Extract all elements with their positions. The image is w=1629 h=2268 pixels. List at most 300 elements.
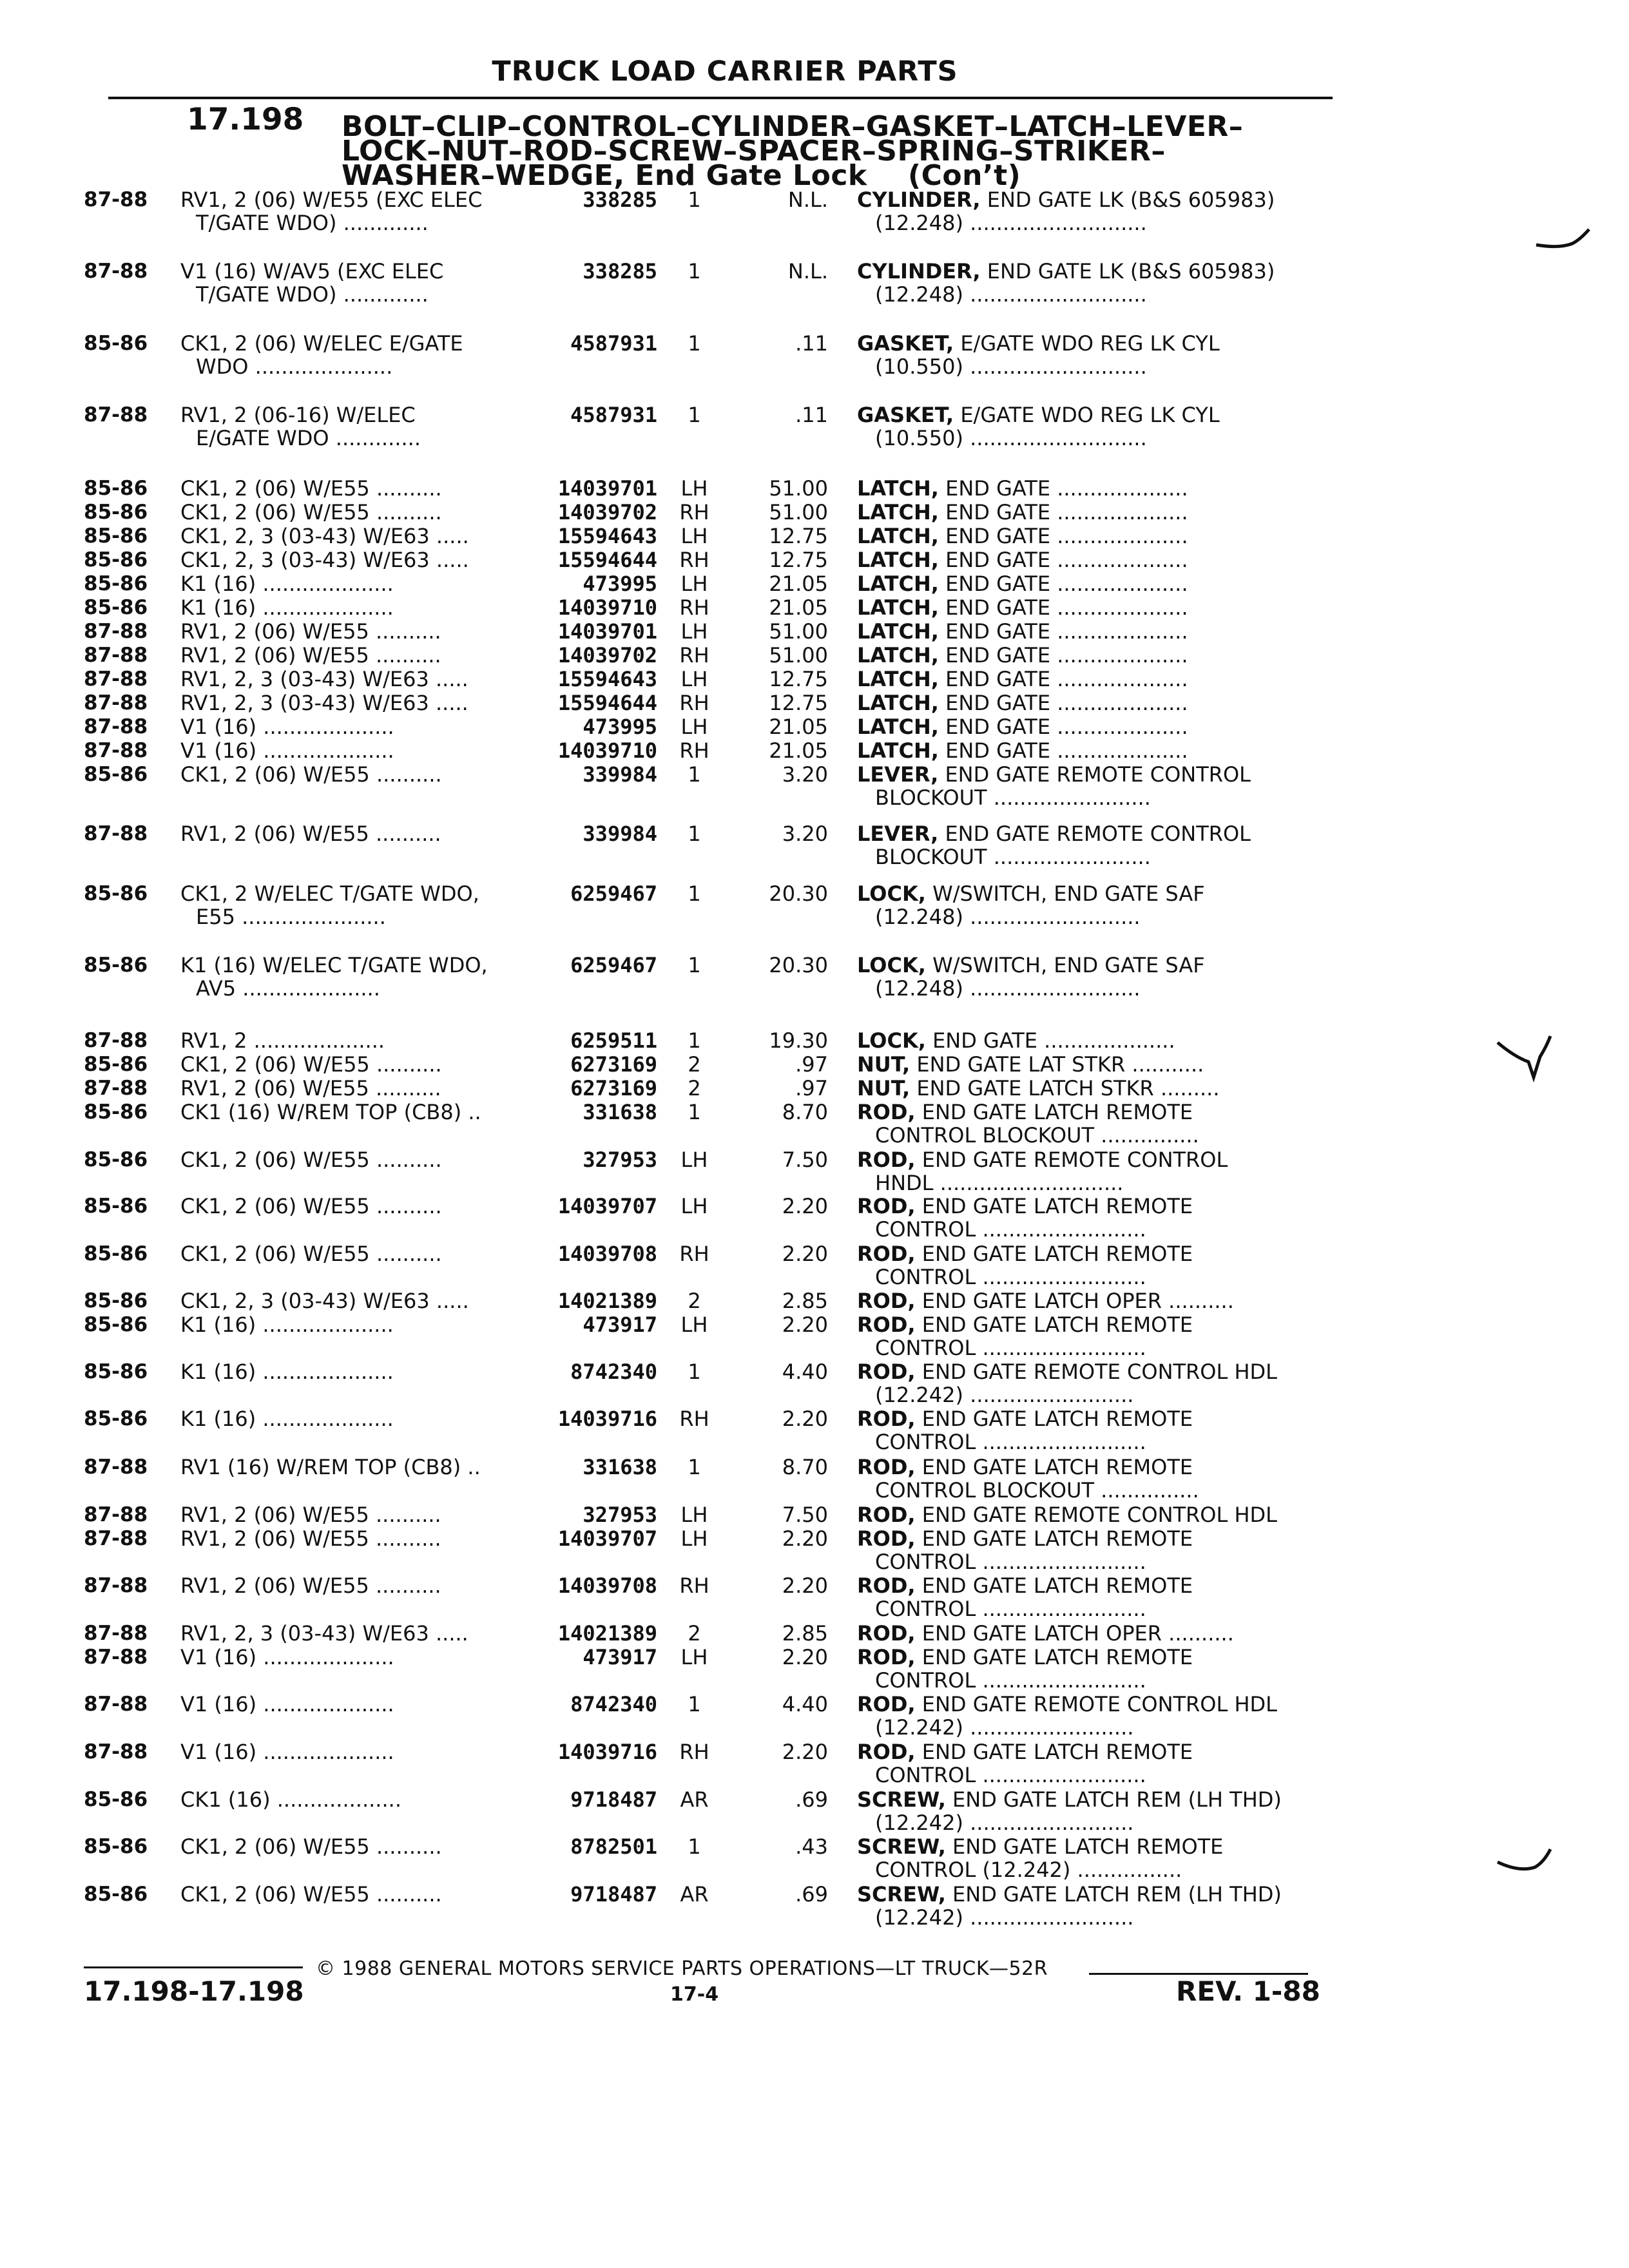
description-text: END GATE LATCH REMOTE — [921, 1574, 1193, 1597]
quantity: 2 — [688, 1076, 701, 1100]
model-line-1: K1 (16) .................... — [180, 1360, 394, 1383]
model-years: 87-88 — [84, 739, 148, 762]
price: 8.70 — [782, 1455, 828, 1479]
price: .11 — [795, 403, 828, 427]
description-line-2: CONTROL ......................... — [875, 1218, 1146, 1241]
description-line-1 — [857, 1313, 1327, 1336]
model-years: 87-88 — [84, 1503, 148, 1526]
model-years: 87-88 — [84, 1029, 148, 1052]
model-application — [180, 1148, 554, 1171]
description-text: END GATE LAT STKR ........... — [916, 1053, 1204, 1076]
model-years: 87-88 — [84, 644, 148, 667]
model-years: 87-88 — [84, 715, 148, 738]
part-description — [857, 882, 1327, 928]
footer-page-number: 17-4 — [670, 1983, 719, 2006]
model-application — [180, 1646, 554, 1669]
price: N.L. — [787, 187, 828, 212]
quantity: 1 — [688, 259, 701, 284]
description-line-1 — [857, 822, 1327, 845]
price: 2.20 — [782, 1740, 828, 1764]
part-name: ROD, — [857, 1503, 916, 1526]
description-text: END GATE REMOTE CONTROL — [921, 1148, 1228, 1171]
part-description — [857, 1100, 1327, 1147]
part-description — [857, 954, 1327, 1000]
description-line-1 — [857, 1077, 1327, 1100]
part-description — [857, 1029, 1327, 1052]
model-line-1: K1 (16) .................... — [180, 596, 394, 619]
model-application — [180, 1693, 554, 1716]
part-number: 15594644 — [557, 691, 657, 715]
description-line-2: CONTROL ......................... — [875, 1336, 1146, 1360]
part-description — [857, 572, 1327, 595]
description-text: END GATE LATCH REM (LH THD) — [952, 1788, 1282, 1811]
part-number: 4587931 — [570, 331, 657, 356]
price: 12.75 — [769, 667, 828, 691]
description-line-2: CONTROL ......................... — [875, 1550, 1146, 1573]
description-line-1 — [857, 1289, 1327, 1312]
part-description — [857, 1788, 1327, 1834]
quantity: RH — [679, 1573, 709, 1598]
description-line-1 — [857, 1503, 1327, 1526]
model-line-1: RV1, 2 .................... — [180, 1029, 385, 1052]
model-years: 85-86 — [84, 1100, 148, 1124]
part-number: 8742340 — [570, 1692, 657, 1716]
section-number: 17.198 — [187, 102, 304, 137]
part-name: ROD, — [857, 1195, 916, 1218]
price: 4.40 — [782, 1692, 828, 1716]
price: 2.20 — [782, 1645, 828, 1669]
part-name: LATCH, — [857, 739, 939, 762]
part-name: LOCK, — [857, 954, 926, 977]
part-name: ROD, — [857, 1740, 916, 1763]
model-years: 85-86 — [84, 1242, 148, 1265]
part-name: LATCH, — [857, 524, 939, 548]
description-text: END GATE .................... — [945, 620, 1188, 643]
model-years: 85-86 — [84, 1360, 148, 1383]
part-description — [857, 596, 1327, 619]
price: 2.85 — [782, 1621, 828, 1646]
part-description — [857, 1195, 1327, 1241]
quantity: 1 — [688, 331, 701, 356]
part-number: 331638 — [583, 1455, 657, 1479]
price: 20.30 — [769, 953, 828, 977]
description-text: END GATE .................... — [945, 477, 1188, 500]
price: 12.75 — [769, 548, 828, 572]
description-line-1 — [857, 1242, 1327, 1265]
description-text: END GATE .................... — [945, 644, 1188, 667]
part-name: ROD, — [857, 1100, 916, 1124]
quantity: 1 — [688, 1360, 701, 1384]
model-years: 87-88 — [84, 668, 148, 691]
description-line-1 — [857, 188, 1327, 211]
model-application — [180, 572, 554, 595]
quantity: LH — [680, 1526, 708, 1551]
description-line-2: CONTROL (12.242) ................ — [875, 1858, 1182, 1881]
model-application — [180, 1835, 554, 1858]
part-name: ROD, — [857, 1527, 916, 1550]
part-number: 6259467 — [570, 881, 657, 906]
quantity: AR — [680, 1882, 709, 1907]
quantity: RH — [679, 500, 709, 524]
model-years: 87-88 — [84, 1456, 148, 1479]
model-line-1: V1 (16) W/AV5 (EXC ELEC — [180, 260, 444, 283]
description-line-2: CONTROL BLOCKOUT ............... — [875, 1479, 1199, 1502]
quantity: 1 — [688, 822, 701, 846]
model-application — [180, 548, 554, 572]
quantity: 1 — [688, 187, 701, 212]
part-number: 15594643 — [557, 667, 657, 691]
part-number: 473917 — [583, 1645, 657, 1669]
model-years: 87-88 — [84, 1077, 148, 1100]
quantity: RH — [679, 643, 709, 668]
model-application — [180, 1503, 554, 1526]
part-name: ROD, — [857, 1646, 916, 1669]
quantity: 1 — [688, 1692, 701, 1716]
description-text: END GATE LATCH OPER .......... — [921, 1289, 1234, 1312]
description-line-1 — [857, 882, 1327, 905]
part-name: ROD, — [857, 1148, 916, 1171]
quantity: RH — [679, 548, 709, 572]
part-name: LATCH, — [857, 620, 939, 643]
part-number: 9718487 — [570, 1882, 657, 1907]
part-number: 14039701 — [557, 476, 657, 501]
model-line-1: RV1, 2, 3 (03-43) W/E63 ..... — [180, 691, 468, 715]
description-line-1 — [857, 715, 1327, 738]
part-name: ROD, — [857, 1574, 916, 1597]
model-years: 87-88 — [84, 691, 148, 715]
part-name: LATCH, — [857, 548, 939, 572]
part-description — [857, 1883, 1327, 1929]
quantity: LH — [680, 1503, 708, 1527]
model-years: 87-88 — [84, 260, 148, 283]
model-line-1: K1 (16) .................... — [180, 1313, 394, 1336]
description-line-1 — [857, 501, 1327, 524]
description-text: END GATE .................... — [945, 691, 1188, 715]
model-application — [180, 1740, 554, 1763]
description-line-2: (12.242) ......................... — [875, 1906, 1134, 1929]
footer-section-range: 17.198-17.198 — [84, 1975, 304, 2007]
part-number: 473995 — [583, 715, 657, 739]
part-description — [857, 1456, 1327, 1502]
description-line-1 — [857, 739, 1327, 762]
part-number: 15594643 — [557, 524, 657, 548]
quantity: RH — [679, 595, 709, 620]
part-name: SCREW, — [857, 1883, 946, 1906]
model-line-1: RV1, 2, 3 (03-43) W/E63 ..... — [180, 1622, 468, 1645]
description-line-2: (12.248) .......................... — [875, 905, 1141, 928]
model-application — [180, 1360, 554, 1383]
part-name: ROD, — [857, 1289, 916, 1312]
section-heading — [342, 110, 1398, 192]
description-text: END GATE .................... — [945, 668, 1188, 691]
description-line-1 — [857, 954, 1327, 977]
description-text: END GATE LATCH REM (LH THD) — [952, 1883, 1282, 1906]
model-years: 85-86 — [84, 1883, 148, 1906]
part-description — [857, 1360, 1327, 1407]
model-line-1: RV1 (16) W/REM TOP (CB8) .. — [180, 1456, 481, 1479]
model-line-1: K1 (16) .................... — [180, 572, 394, 595]
model-line-1: RV1, 2 (06) W/E55 .......... — [180, 1574, 441, 1597]
model-line-1: RV1, 2 (06-16) W/ELEC — [180, 403, 416, 427]
price: 21.05 — [769, 715, 828, 739]
part-number: 14021389 — [557, 1621, 657, 1646]
part-description — [857, 1527, 1327, 1573]
part-number: 473917 — [583, 1312, 657, 1337]
quantity: 1 — [688, 881, 701, 906]
part-name: LATCH, — [857, 501, 939, 524]
part-number: 14039701 — [557, 619, 657, 644]
quantity: 1 — [688, 403, 701, 427]
description-line-2: (10.550) ........................... — [875, 427, 1147, 450]
price: 8.70 — [782, 1100, 828, 1124]
section-heading-line-1: BOLT–CLIP–CONTROL–CYLINDER–GASKET–LATCH–LEVER– — [342, 110, 1244, 143]
model-line-1: RV1, 2 (06) W/E55 (EXC ELEC — [180, 188, 483, 211]
description-text: END GATE REMOTE CONTROL HDL — [921, 1503, 1277, 1526]
model-application — [180, 1456, 554, 1479]
part-name: CYLINDER, — [857, 260, 981, 283]
model-application — [180, 596, 554, 619]
description-line-1 — [857, 1693, 1327, 1716]
model-years: 87-88 — [84, 403, 148, 427]
model-line-1: V1 (16) .................... — [180, 1646, 394, 1669]
part-number: 14039716 — [557, 1740, 657, 1764]
price: 21.05 — [769, 572, 828, 596]
part-description — [857, 739, 1327, 762]
part-number: 14021389 — [557, 1289, 657, 1313]
price: .69 — [795, 1882, 828, 1907]
description-text: END GATE LATCH REMOTE — [921, 1195, 1193, 1218]
part-number: 14039702 — [557, 643, 657, 668]
part-name: NUT, — [857, 1077, 911, 1100]
model-years: 85-86 — [84, 1313, 148, 1336]
model-line-1: RV1, 2 (06) W/E55 .......... — [180, 1503, 441, 1526]
model-line-1: V1 (16) .................... — [180, 1740, 394, 1763]
quantity: 1 — [688, 953, 701, 977]
model-years: 85-86 — [84, 548, 148, 572]
quantity: 1 — [688, 1834, 701, 1859]
model-years: 85-86 — [84, 1195, 148, 1218]
part-description — [857, 1693, 1327, 1739]
description-text: END GATE REMOTE CONTROL HDL — [921, 1360, 1277, 1383]
model-line-2: T/GATE WDO) ............. — [196, 211, 429, 235]
description-line-1 — [857, 1100, 1327, 1124]
model-line-1: RV1, 2 (06) W/E55 .......... — [180, 644, 441, 667]
price: 51.00 — [769, 619, 828, 644]
description-text: END GATE LATCH REMOTE — [921, 1242, 1193, 1265]
part-number: 14039702 — [557, 500, 657, 524]
footer-rule-right — [1089, 1973, 1308, 1975]
model-application — [180, 524, 554, 548]
part-description — [857, 644, 1327, 667]
part-description — [857, 1077, 1327, 1100]
description-text: END GATE .................... — [945, 501, 1188, 524]
part-description — [857, 763, 1327, 809]
check-mark-icon — [1495, 1031, 1553, 1082]
description-text: E/GATE WDO REG LK CYL — [960, 403, 1220, 427]
description-line-1 — [857, 644, 1327, 667]
check-mark-icon — [1495, 1843, 1553, 1881]
part-description — [857, 548, 1327, 572]
description-line-2: (12.242) ......................... — [875, 1811, 1134, 1834]
model-line-1: CK1, 2 (06) W/E55 .......... — [180, 477, 442, 500]
description-line-1 — [857, 572, 1327, 595]
model-years: 87-88 — [84, 822, 148, 845]
description-line-2: CONTROL BLOCKOUT ............... — [875, 1124, 1199, 1147]
model-application — [180, 644, 554, 667]
model-line-2: E/GATE WDO ............. — [196, 427, 421, 450]
model-line-1: CK1, 2 (06) W/E55 .......... — [180, 1242, 442, 1265]
description-text: END GATE .................... — [945, 524, 1188, 548]
part-description — [857, 260, 1327, 306]
part-name: GASKET, — [857, 403, 954, 427]
quantity: 2 — [688, 1052, 701, 1077]
price: 2.20 — [782, 1407, 828, 1431]
price: .97 — [795, 1076, 828, 1100]
quantity: RH — [679, 691, 709, 715]
description-text: E/GATE WDO REG LK CYL — [960, 332, 1220, 355]
part-name: LATCH, — [857, 644, 939, 667]
model-application — [180, 1195, 554, 1218]
part-description — [857, 1289, 1327, 1312]
model-application — [180, 1883, 554, 1906]
model-years: 85-86 — [84, 572, 148, 595]
model-application — [180, 1053, 554, 1076]
part-description — [857, 620, 1327, 643]
description-line-1 — [857, 1622, 1327, 1645]
quantity: RH — [679, 1242, 709, 1266]
description-line-1 — [857, 1646, 1327, 1669]
description-line-2: (12.248) .......................... — [875, 977, 1141, 1000]
model-years: 85-86 — [84, 763, 148, 786]
description-line-1 — [857, 1740, 1327, 1763]
description-line-1 — [857, 1574, 1327, 1597]
price: .43 — [795, 1834, 828, 1859]
description-line-1 — [857, 596, 1327, 619]
description-text: END GATE LATCH REMOTE — [921, 1456, 1193, 1479]
part-description — [857, 524, 1327, 548]
model-line-1: CK1 (16) ................... — [180, 1788, 401, 1811]
description-text: END GATE REMOTE CONTROL HDL — [921, 1693, 1277, 1716]
part-number: 4587931 — [570, 403, 657, 427]
model-years: 85-86 — [84, 524, 148, 548]
model-years: 85-86 — [84, 1053, 148, 1076]
description-line-2: (12.242) ......................... — [875, 1383, 1134, 1407]
model-line-1: RV1, 2 (06) W/E55 .......... — [180, 1077, 441, 1100]
description-line-2: (12.248) ........................... — [875, 283, 1147, 306]
quantity: RH — [679, 1407, 709, 1431]
model-line-1: RV1, 2 (06) W/E55 .......... — [180, 822, 441, 845]
quantity: LH — [680, 1312, 708, 1337]
description-line-1 — [857, 524, 1327, 548]
price: 7.50 — [782, 1148, 828, 1172]
description-line-2: BLOCKOUT ........................ — [875, 786, 1151, 809]
part-name: CYLINDER, — [857, 188, 981, 211]
model-years: 85-86 — [84, 1788, 148, 1811]
model-line-1: K1 (16) .................... — [180, 1407, 394, 1430]
part-description — [857, 1053, 1327, 1076]
description-line-1 — [857, 691, 1327, 715]
part-name: LATCH, — [857, 596, 939, 619]
model-application — [180, 1407, 554, 1430]
model-line-1: CK1, 2 (06) W/E55 .......... — [180, 1148, 442, 1171]
price: 21.05 — [769, 738, 828, 763]
part-number: 327953 — [583, 1503, 657, 1527]
description-text: END GATE LATCH REMOTE — [921, 1740, 1193, 1763]
description-line-2: CONTROL ......................... — [875, 1597, 1146, 1620]
model-years: 85-86 — [84, 1835, 148, 1858]
part-number: 473995 — [583, 572, 657, 596]
price: 20.30 — [769, 881, 828, 906]
quantity: 2 — [688, 1289, 701, 1313]
part-number: 14039716 — [557, 1407, 657, 1431]
part-description — [857, 715, 1327, 738]
part-name: LOCK, — [857, 1029, 926, 1052]
description-line-1 — [857, 260, 1327, 283]
description-line-1 — [857, 1407, 1327, 1430]
price: 21.05 — [769, 595, 828, 620]
model-years: 87-88 — [84, 1646, 148, 1669]
part-description — [857, 1148, 1327, 1195]
part-description — [857, 1503, 1327, 1526]
description-line-2: (12.242) ......................... — [875, 1716, 1134, 1739]
model-application — [180, 477, 554, 500]
quantity: 1 — [688, 762, 701, 787]
description-text: END GATE LATCH REMOTE — [921, 1100, 1193, 1124]
quantity: RH — [679, 1740, 709, 1764]
description-text: END GATE LK (B&S 605983) — [987, 260, 1275, 283]
part-description — [857, 188, 1327, 235]
footer-copyright: © 1988 GENERAL MOTORS SERVICE PARTS OPERATIONS—LT TRUCK—52R — [316, 1957, 1048, 1980]
model-line-1: CK1, 2, 3 (03-43) W/E63 ..... — [180, 524, 469, 548]
part-number: 14039707 — [557, 1194, 657, 1218]
model-application — [180, 1242, 554, 1265]
part-number: 14039710 — [557, 738, 657, 763]
model-application — [180, 501, 554, 524]
description-line-2: CONTROL ......................... — [875, 1763, 1146, 1787]
part-name: ROD, — [857, 1407, 916, 1430]
price: 3.20 — [782, 762, 828, 787]
part-name: LOCK, — [857, 882, 926, 905]
description-line-1 — [857, 763, 1327, 786]
description-line-1 — [857, 548, 1327, 572]
model-application — [180, 1788, 554, 1811]
model-years: 87-88 — [84, 1622, 148, 1645]
model-line-1: V1 (16) .................... — [180, 739, 394, 762]
description-line-1 — [857, 1360, 1327, 1383]
part-name: LATCH, — [857, 715, 939, 738]
part-description — [857, 1407, 1327, 1454]
part-number: 338285 — [583, 259, 657, 284]
model-line-1: CK1, 2, 3 (03-43) W/E63 ..... — [180, 1289, 469, 1312]
part-description — [857, 501, 1327, 524]
model-application — [180, 715, 554, 738]
part-description — [857, 1313, 1327, 1360]
description-text: END GATE REMOTE CONTROL — [945, 763, 1251, 786]
part-name: ROD, — [857, 1693, 916, 1716]
model-line-1: CK1, 2 (06) W/E55 .......... — [180, 1835, 442, 1858]
model-application — [180, 882, 554, 928]
price: 3.20 — [782, 822, 828, 846]
part-name: SCREW, — [857, 1835, 946, 1858]
description-text: END GATE LATCH REMOTE — [921, 1407, 1193, 1430]
part-name: ROD, — [857, 1242, 916, 1265]
model-years: 87-88 — [84, 188, 148, 211]
description-line-1 — [857, 1456, 1327, 1479]
description-text: END GATE LATCH STKR ......... — [916, 1077, 1220, 1100]
price: 12.75 — [769, 524, 828, 548]
part-name: ROD, — [857, 1456, 916, 1479]
part-name: LATCH, — [857, 668, 939, 691]
